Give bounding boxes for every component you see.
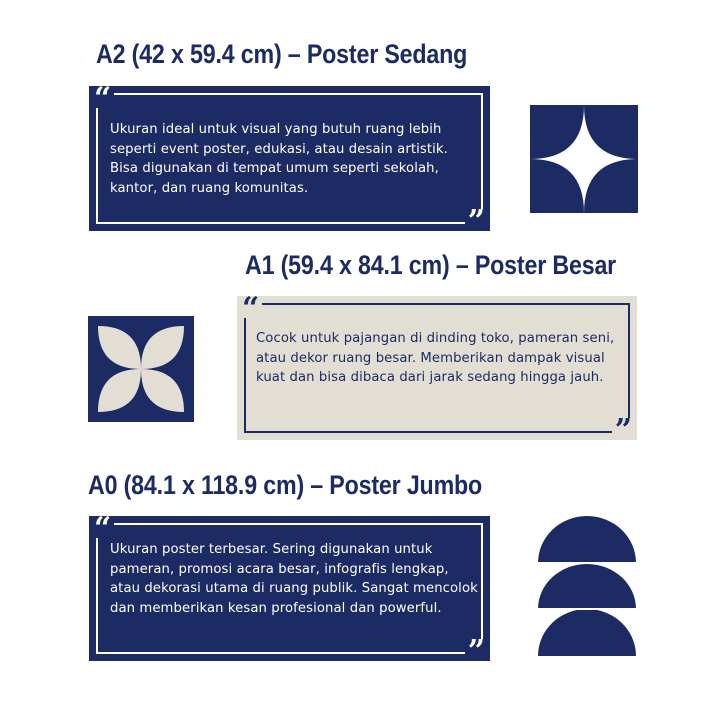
- open-quote-icon: “: [239, 296, 262, 318]
- four-petal-flower-tile-icon: [88, 316, 194, 422]
- open-quote-icon: “: [91, 86, 114, 108]
- card-description-a2: Ukuran ideal untuk visual yang butuh ruang lebih seperti event poster, edukasi, atau desain artistik. Bisa digunakan di tempat umum seperti sekolah, kantor, dan ruang komunitas.: [110, 122, 448, 196]
- four-leaf-cross-icon: [530, 105, 638, 213]
- card-description-a0: Ukuran poster terbesar. Sering digunakan untuk pameran, promosi acara besar, infografis lengkap, atau dekorasi utama di ruang publik. Sangat mencolok dan memberikan kesan profesional dan powerful.: [110, 542, 478, 616]
- section-title-a0: A0 (84.1 x 118.9 cm) – Poster Jumbo: [88, 470, 483, 500]
- open-quote-icon: “: [91, 516, 114, 538]
- section-title-a1: A1 (59.4 x 84.1 cm) – Poster Besar: [245, 250, 617, 280]
- close-quote-icon: ”: [465, 639, 488, 661]
- close-quote-icon: ”: [612, 418, 635, 440]
- card-description-a1: Cocok untuk pajangan di dinding toko, pameran seni, atau dekor ruang besar. Memberikan dampak visual kuat dan bisa dibaca dari jarak sedang hingga jauh.: [256, 331, 615, 385]
- info-card-a0: [89, 516, 490, 661]
- close-quote-icon: ”: [465, 209, 488, 231]
- info-card-a2: [89, 86, 490, 231]
- stacked-semicircles-icon: [538, 516, 636, 656]
- info-card-a1: [237, 296, 637, 440]
- section-title-a2: A2 (42 x 59.4 cm) – Poster Sedang: [96, 39, 468, 69]
